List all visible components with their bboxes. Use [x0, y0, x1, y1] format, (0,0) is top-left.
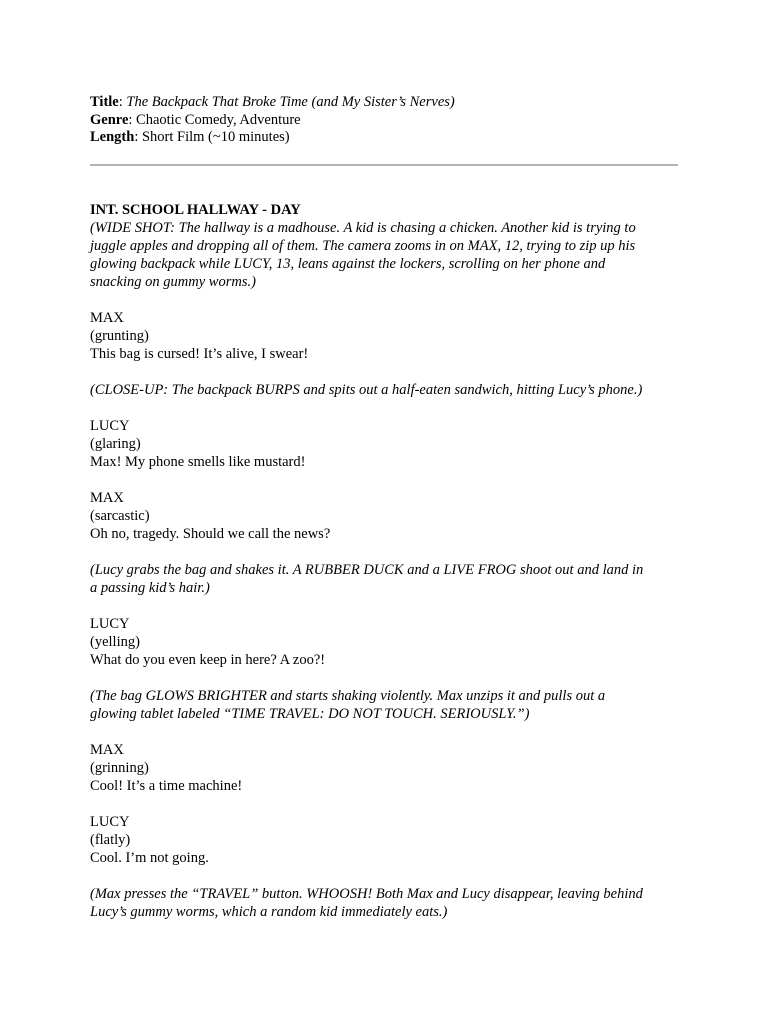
- dialogue-block: [90, 417, 680, 471]
- block-spacer: [90, 795, 680, 813]
- action-line: (Max presses the “TRAVEL” button. WHOOSH! Both Max and Lucy disappear, leaving behind: [90, 886, 643, 902]
- dialogue-block: [90, 489, 680, 543]
- dialogue-line: This bag is cursed! It’s alive, I swear!: [90, 346, 309, 362]
- action-line: (Lucy grabs the bag and shakes it. A RUBBER DUCK and a LIVE FROG shoot out and land in: [90, 562, 644, 578]
- block-spacer: [90, 291, 680, 309]
- parenthetical: (yelling): [90, 634, 140, 650]
- character-name: LUCY: [90, 418, 130, 434]
- length-line: Length: Short Film (~10 minutes): [90, 129, 290, 146]
- parenthetical: (grunting): [90, 328, 149, 344]
- action-line: glowing backpack while LUCY, 13, leans against the lockers, scrolling on her phone and: [90, 256, 606, 272]
- genre-label: Genre: [90, 111, 129, 128]
- character-name: MAX: [90, 310, 124, 326]
- dialogue-line: What do you even keep in here? A zoo?!: [90, 652, 326, 668]
- length-label: Length: [90, 129, 135, 146]
- block-spacer: [90, 867, 680, 885]
- block-spacer: [90, 597, 680, 615]
- block-spacer: [90, 723, 680, 741]
- scene-heading: INT. SCHOOL HALLWAY - DAY: [90, 202, 301, 218]
- header-divider: [90, 164, 678, 166]
- block-spacer: [90, 471, 680, 489]
- screenplay-header: [90, 94, 680, 147]
- genre-line: Genre: Chaotic Comedy, Adventure: [90, 111, 301, 128]
- action-block: [90, 219, 680, 291]
- action-line: snacking on gummy worms.): [90, 274, 256, 290]
- parenthetical: (glaring): [90, 436, 141, 452]
- dialogue-block: [90, 615, 680, 669]
- block-spacer: [90, 399, 680, 417]
- action-line: juggle apples and dropping all of them. The camera zooms in on MAX, 12, trying to zip up his: [90, 238, 636, 254]
- action-line: (The bag GLOWS BRIGHTER and starts shaking violently. Max unzips it and pulls out a: [90, 688, 606, 704]
- title-label: Title: [90, 94, 119, 110]
- character-name: LUCY: [90, 616, 130, 632]
- action-line: glowing tablet labeled “TIME TRAVEL: DO NOT TOUCH. SERIOUSLY.”): [90, 706, 530, 722]
- dialogue-block: [90, 813, 680, 867]
- action-line: a passing kid’s hair.): [90, 580, 210, 596]
- dialogue-block: [90, 741, 680, 795]
- character-name: MAX: [90, 742, 124, 758]
- action-block: [90, 687, 680, 723]
- action-line: (WIDE SHOT: The hallway is a madhouse. A kid is chasing a chicken. Another kid is trying to: [90, 220, 636, 236]
- script-body: [90, 201, 680, 921]
- parenthetical: (sarcastic): [90, 508, 150, 524]
- dialogue-line: Max! My phone smells like mustard!: [90, 454, 306, 470]
- action-block: [90, 885, 680, 921]
- action-block: [90, 561, 680, 597]
- dialogue-line: Cool. I’m not going.: [90, 850, 209, 866]
- character-name: MAX: [90, 490, 124, 506]
- parenthetical: (flatly): [90, 832, 131, 848]
- block-spacer: [90, 543, 680, 561]
- genre-value: Chaotic Comedy, Adventure: [136, 111, 301, 128]
- dialogue-line: Cool! It’s a time machine!: [90, 778, 243, 794]
- action-line: Lucy’s gummy worms, which a random kid immediately eats.): [90, 904, 448, 920]
- character-name: LUCY: [90, 814, 130, 830]
- action-block: [90, 381, 680, 399]
- dialogue-line: Oh no, tragedy. Should we call the news?: [90, 526, 331, 542]
- block-spacer: [90, 363, 680, 381]
- block-spacer: [90, 669, 680, 687]
- title-line: Title: The Backpack That Broke Time (and My Sister’s Nerves): [90, 94, 455, 110]
- dialogue-block: [90, 309, 680, 363]
- title-value: The Backpack That Broke Time (and My Sister’s Nerves): [126, 94, 455, 110]
- action-line: (CLOSE-UP: The backpack BURPS and spits out a half-eaten sandwich, hitting Lucy’s phone.): [90, 382, 643, 398]
- length-value: Short Film (~10 minutes): [141, 129, 290, 146]
- parenthetical: (grinning): [90, 760, 149, 776]
